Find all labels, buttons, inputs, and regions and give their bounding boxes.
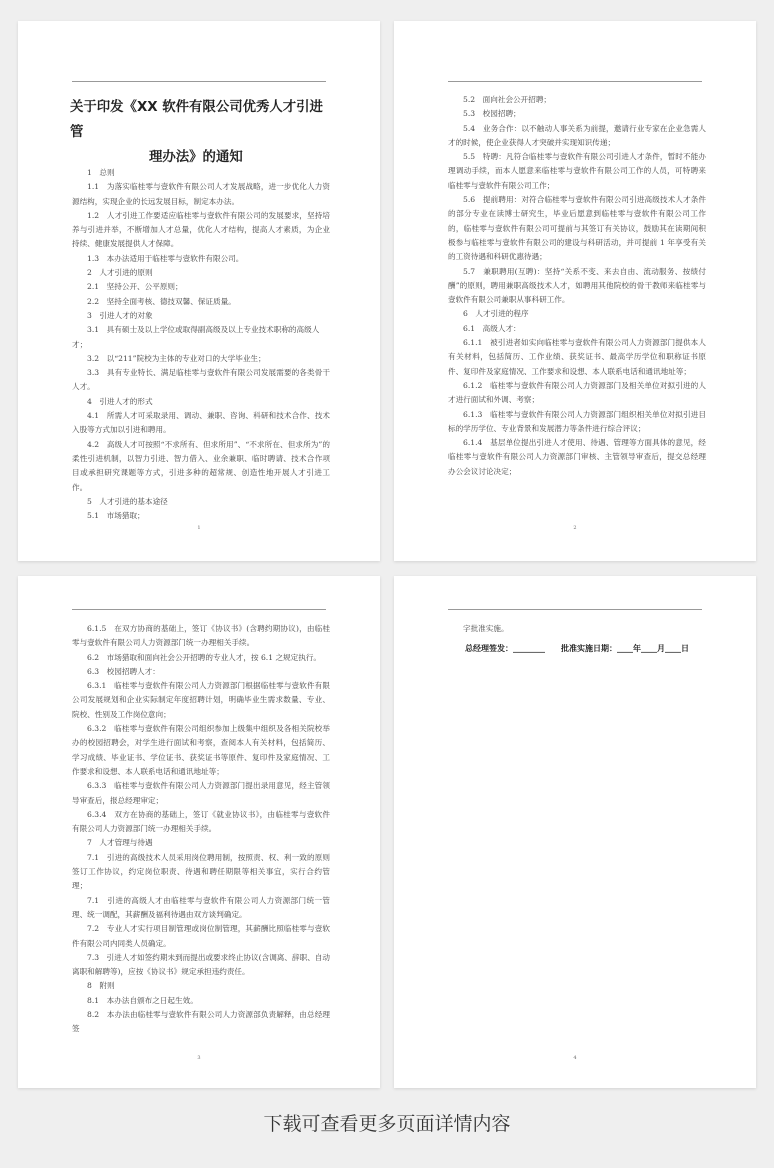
page-number: 2 xyxy=(573,525,577,531)
paragraph: 3.3 具有专业特长、满足临桂零与壹软件有限公司发展需要的各类骨干人才。 xyxy=(72,368,330,392)
paragraph: 字批准实施。 xyxy=(463,624,509,633)
download-caption: 下载可查看更多页面详情内容 xyxy=(263,1113,511,1135)
paragraph: 4.2 高级人才可按照“不求所有、但求所用”、“不求所在、但求所为”的柔性引进机制，以智力引进、智力借入、业余兼职、临时聘请、技术合作项目或承担研究课题等方式，引进多种的超常规、创造性地开展人才引进工作。 xyxy=(72,439,330,492)
paragraph: 7.1 引进的高级人才由临桂零与壹软件有限公司人力资源部门统一管理、统一调配，其薪酬及福利待遇由双方谈判确定。 xyxy=(72,895,330,919)
page-body xyxy=(448,93,706,479)
paragraph: 6.1.4 基层单位提出引进人才使用、待遇、管理等方面具体的意见，经临桂零与壹软件有限公司人力资源部门审核、主管领导审查后，提交总经理办公会议讨论决定； xyxy=(448,438,706,476)
paragraph: 6.3 校园招聘人才： xyxy=(87,666,160,676)
paragraph: 8 附则 xyxy=(87,981,115,991)
paragraph: 6.1 高级人才： xyxy=(463,323,521,333)
paragraph: 6.3.4 双方在协商的基础上，签订《就业协议书》，由临桂零与壹软件有限公司人力资源部门统一办理相关手续。 xyxy=(72,809,330,834)
header-rule xyxy=(448,609,702,610)
document-page-2 xyxy=(394,21,756,561)
paragraph: 5.6 提前聘用：对符合临桂零与壹软件有限公司引进高级技术人才条件的部分专业在读博士研究生，毕业后愿意到临桂零与壹软件有限公司工作的，临桂零与壹软件有限公司可提前与其签订有关协议，鼓励其在读期间积极参与临桂零与壹软件有限公司的建设与科研活动，并可提前 1 年享受有关的工资待遇和科研优惠待遇； xyxy=(448,195,706,262)
paragraph: 7.1 引进的高级技术人员采用岗位聘用制，按照责、权、利一致的原则签订工作协议，约定岗位职责、待遇和聘任期限等相关事宜，实行合约管理； xyxy=(72,852,330,891)
paragraph: 7.3 引进人才如签约期未到而提出或要求终止协议(含调离、辞职、自动离职和解聘等)，应按《协议书》规定承担违约责任。 xyxy=(72,952,330,977)
document-title xyxy=(70,95,334,170)
paragraph: 4.1 所需人才可采取录用、调动、兼职、咨询、科研和技术合作、技术入股等方式加以引进和聘用。 xyxy=(72,411,330,435)
document-page-1 xyxy=(18,21,380,561)
paragraph: 6.3.3 临桂零与壹软件有限公司人力资源部门提出录用意见，经主管领导审查后，报总经理审定； xyxy=(72,781,330,805)
paragraph: 5.5 特聘：凡符合临桂零与壹软件有限公司引进人才条件，暂时不能办理调动手续，而本人愿意来临桂零与壹软件有限公司工作的人员，可特聘来临桂零与壹软件有限公司工作； xyxy=(448,152,706,190)
paragraph: 6.1.5 在双方协商的基础上，签订《协议书》(含聘约期协议)，由临桂零与壹软件有限公司人力资源部门统一办理相关手续。 xyxy=(72,624,330,648)
paragraph: 2.2 坚持全面考核、德技双馨、保证质量。 xyxy=(87,296,236,306)
paragraph: 6.3.1 临桂零与壹软件有限公司人力资源部门根据临桂零与壹软件有限公司发展规划和企业实际制定年度招聘计划，明确毕业生需求数量、专业、院校、性别及工作岗位意向； xyxy=(72,681,330,719)
paragraph: 3 引进人才的对象 xyxy=(87,310,153,320)
paragraph: 3.2 以“211”院校为主体的专业对口的大学毕业生； xyxy=(87,353,266,363)
document-page-3 xyxy=(18,576,380,1088)
page-number: 4 xyxy=(573,1055,577,1061)
paragraph: 3.1 具有硕士及以上学位或取得副高级及以上专业技术职称的高级人才； xyxy=(72,325,320,349)
page-body xyxy=(448,622,706,657)
paragraph: 5.1 市场猎取； xyxy=(87,511,145,521)
page-number: 3 xyxy=(197,1055,201,1061)
paragraph: 5.7 兼职聘用(互聘)：坚持“关系不变、来去自由、流动服务、按绩付酬”的原则，聘用兼职高级技术人才，如聘用其他院校的骨干教师来临桂零与壹软件有限公司兼职从事科研工作。 xyxy=(448,266,706,305)
title-line-1: 关于印发《XX 软件有限公司优秀人才引进管 xyxy=(70,100,323,140)
paragraph: 8.1 本办法自颁布之日起生效。 xyxy=(87,995,198,1005)
paragraph: 6.1.2 临桂零与壹软件有限公司人力资源部门及相关单位对拟引进的人才进行面试和外调、考察； xyxy=(448,380,706,405)
paragraph: 8.2 本办法由临桂零与壹软件有限公司人力资源部负责解释，由总经理签 xyxy=(72,1010,330,1034)
signature-line: 总经理签发：________ 批准实施日期：____年____月____日 xyxy=(465,644,689,654)
paragraph: 5.3 校园招聘； xyxy=(463,109,521,119)
paragraph: 2.1 坚持公开、公平原则； xyxy=(87,282,183,292)
paragraph: 5.4 业务合作：以不触动人事关系为前提，邀请行业专家在企业急需人才的时候，使企业获得人才突破并实现知识传递； xyxy=(448,123,706,147)
paragraph: 7 人才管理与待遇 xyxy=(87,838,153,848)
paragraph: 6 人才引进的程序 xyxy=(463,309,529,319)
header-rule xyxy=(72,81,326,82)
paragraph: 6.3.2 临桂零与壹软件有限公司组织参加上级集中组织及各相关院校举办的校园招聘会，对学生进行面试和考察，查阅本人有关材料，包括简历、学习成绩、毕业证书、学位证书、获奖证书等原件、复印件及家庭情况、工作要求和设想、本人联系电话和通讯地址等； xyxy=(72,724,330,776)
paragraph: 1.3 本办法适用于临桂零与壹软件有限公司。 xyxy=(87,253,244,263)
header-rule xyxy=(72,609,326,610)
document-page-4 xyxy=(394,576,756,1088)
page-body xyxy=(72,622,330,1037)
paragraph: 2 人才引进的原则 xyxy=(87,268,153,278)
paragraph: 6.1.1 被引进者如实向临桂零与壹软件有限公司人力资源部门提供本人有关材料，包括简历、工作业绩、获奖证书、最高学历学位和职称证书原件、复印件及家庭情况、工作要求和设想、本人联系电话和通讯地址等； xyxy=(448,338,706,376)
paragraph: 4 引进人才的形式 xyxy=(87,396,153,406)
paragraph: 7.2 专业人才实行项目制管理或岗位制管理，其薪酬比照临桂零与壹软件有限公司内同类人员确定。 xyxy=(72,924,330,948)
paragraph: 5 人才引进的基本途径 xyxy=(87,496,168,506)
title-line-2: 理办法》的通知 xyxy=(149,150,243,165)
paragraph: 1.2 人才引进工作要适应临桂零与壹软件有限公司的发展要求，坚持培养与引进并举，不断增加人才总量，优化人才结构，提高人才素质，为企业持续、健康发展提供人才保障。 xyxy=(72,210,330,249)
paragraph: 6.2 市场猎取和面向社会公开招聘的专业人才，按 6.1 之规定执行。 xyxy=(87,652,322,662)
paragraph: 6.1.3 临桂零与壹软件有限公司人力资源部门组织相关单位对拟引进目标的学历学位、专业背景和发展潜力等条件进行综合评议； xyxy=(448,409,706,433)
paragraph: 1.1 为落实临桂零与壹软件有限公司人才发展战略，进一步优化人力资源结构，实现企业的长远发展目标，制定本办法。 xyxy=(72,182,330,206)
page-body xyxy=(72,166,330,523)
paragraph: 1 总则 xyxy=(87,168,115,177)
header-rule xyxy=(448,81,702,82)
paragraph: 5.2 面向社会公开招聘； xyxy=(463,95,552,104)
page-number: 1 xyxy=(197,525,201,531)
